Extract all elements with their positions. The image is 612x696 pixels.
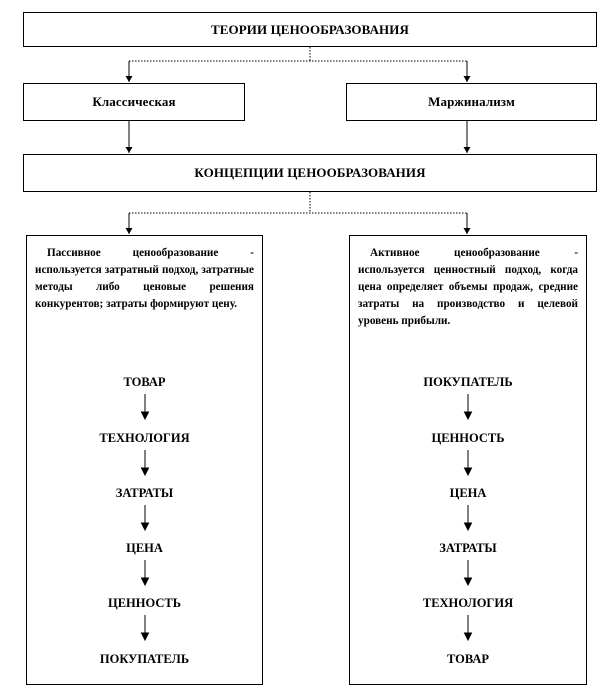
passive-chain-item: ЗАТРАТЫ xyxy=(115,486,174,500)
concepts-title-box xyxy=(23,154,597,192)
passive-chain-item: ПОКУПАТЕЛЬ xyxy=(99,652,190,666)
passive-arrow-3 xyxy=(142,505,149,530)
active-arrow-3 xyxy=(465,505,472,530)
concepts-title: КОНЦЕПЦИИ ЦЕНООБРАЗОВАНИЯ xyxy=(194,165,426,180)
classical-label: Классическая xyxy=(92,94,176,109)
active-arrow-2 xyxy=(465,450,472,475)
active-chain-item: ПОКУПАТЕЛЬ xyxy=(423,375,513,389)
classical-box xyxy=(23,83,245,121)
active-arrow-4 xyxy=(465,560,472,585)
active-heading: Активное ценообразование xyxy=(370,247,540,259)
active-chain-item: ЗАТРАТЫ xyxy=(439,541,497,555)
passive-chain-item: ТЕХНОЛОГИЯ xyxy=(99,431,190,445)
active-pricing-box xyxy=(349,235,587,685)
passive-arrow-2 xyxy=(142,450,149,475)
passive-arrow-4 xyxy=(142,560,149,585)
passive-pricing-box xyxy=(26,235,263,685)
marginalism-label: Маржинализм xyxy=(428,94,515,109)
passive-heading: Пассивное ценообразование xyxy=(47,247,219,259)
passive-arrow-1 xyxy=(142,394,149,419)
theories-title-box xyxy=(23,12,597,47)
passive-chain-item: ТОВАР xyxy=(123,375,166,389)
active-text: - используется ценностный подход, когда цена определяет объемы продаж, средние затраты на производство и целевой уровень прибыли. xyxy=(358,247,578,327)
active-chain-item: ЦЕНА xyxy=(449,486,487,500)
active-chain-arrows xyxy=(350,236,588,686)
passive-text: - используется затратный подход, затратные методы либо ценовые решения конкурентов; затраты формируют цену. xyxy=(35,247,254,310)
passive-chain-item: ЦЕНА xyxy=(126,541,163,555)
active-arrow-1 xyxy=(465,394,472,419)
active-arrow-5 xyxy=(465,615,472,640)
active-chain-item: ТЕХНОЛОГИЯ xyxy=(422,596,514,610)
passive-arrow-5 xyxy=(142,615,149,640)
marginalism-box xyxy=(346,83,597,121)
active-chain-item: ТОВАР xyxy=(446,652,490,666)
theories-title: ТЕОРИИ ЦЕНООБРАЗОВАНИЯ xyxy=(211,21,409,37)
passive-chain-item: ЦЕННОСТЬ xyxy=(107,596,181,610)
active-chain-item: ЦЕННОСТЬ xyxy=(431,431,505,445)
passive-chain-arrows xyxy=(27,236,264,686)
